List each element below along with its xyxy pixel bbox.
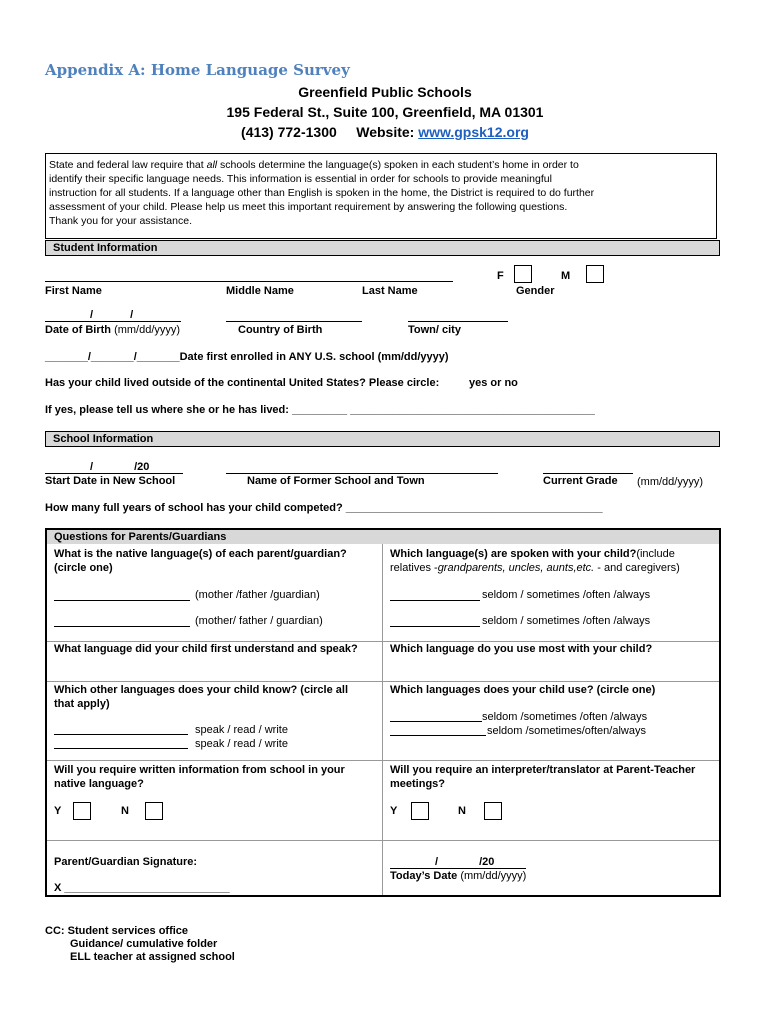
where-label: If yes, please tell us where she or he has lived:: [45, 404, 289, 416]
dob-label: Date of Birth: [45, 324, 111, 336]
former-school-label: Name of Former School and Town: [247, 475, 425, 487]
frequency-option-3[interactable]: seldom /sometimes /often /always: [482, 711, 648, 723]
column-divider: [382, 544, 383, 895]
date-slashes: / /20: [435, 856, 495, 868]
today-date-label: Today’s Date: [390, 870, 458, 882]
years-question: How many full years of school has your child competed?: [45, 502, 343, 514]
dob-label-row: [45, 324, 180, 336]
interpreter-yes-label: Y: [390, 805, 398, 817]
gender-f-label: F: [497, 270, 504, 282]
intro-text: Thank you for your assistance.: [49, 215, 192, 227]
q-spoken-languages: [390, 547, 675, 561]
gender-m-checkbox[interactable]: [586, 265, 604, 283]
note-text: - and caregivers): [594, 562, 680, 574]
written-no-label: N: [121, 805, 129, 817]
today-date-row: [390, 869, 526, 883]
q-spoken-languages-text: Which language(s) are spoken with your child?: [390, 548, 637, 560]
native-lang-blank-1[interactable]: [54, 600, 190, 601]
start-date-line[interactable]: [45, 473, 183, 474]
cc-student-services: CC: Student services office: [45, 925, 189, 937]
student-info-header: Student Information: [45, 240, 720, 256]
enrolled-label: Date first enrolled in ANY U.S. school (mm/dd/yyyy): [179, 351, 449, 363]
gender-m-label: M: [561, 270, 571, 282]
dob-format: (mm/dd/yyyy): [114, 324, 181, 336]
frequency-option-2[interactable]: seldom / sometimes /often /always: [482, 615, 651, 627]
q-native-language: What is the native language(s) of each parent/guardian?: [54, 548, 347, 560]
middle-name-label: Middle Name: [226, 285, 294, 297]
written-yes-checkbox[interactable]: [73, 802, 91, 820]
written-no-checkbox[interactable]: [145, 802, 163, 820]
enrolled-row: [45, 351, 449, 363]
speak-read-write-1[interactable]: speak / read / write: [195, 724, 288, 736]
where-blank[interactable]: _________ ________________________________________: [292, 404, 595, 416]
other-lang-blank-1[interactable]: [54, 734, 188, 735]
interpreter-no-checkbox[interactable]: [484, 802, 502, 820]
start-date-label: Start Date in New School: [45, 475, 176, 487]
parent-option-2[interactable]: (mother/ father / guardian): [195, 615, 323, 627]
last-name-label: Last Name: [362, 285, 418, 297]
where-lived-row: [45, 404, 595, 416]
name-line[interactable]: [45, 281, 453, 282]
intro-text: identify their specific language needs. This information is essential in order for schools to provide meaningful: [49, 173, 552, 185]
country-line[interactable]: [226, 321, 362, 322]
school-name: Greenfield Public Schools: [298, 84, 472, 100]
interpreter-no-label: N: [458, 805, 466, 817]
spoken-lang-blank-2[interactable]: [390, 626, 480, 627]
speak-read-write-2[interactable]: speak / read / write: [195, 738, 288, 750]
town-label: Town/ city: [408, 324, 461, 336]
intro-text: assessment of your child. Please help us meet this important requirement by answering the following questions.: [49, 201, 568, 213]
school-address: 195 Federal St., Suite 100, Greenfield, MA 01301: [226, 104, 544, 120]
gender-f-checkbox[interactable]: [514, 265, 532, 283]
school-phone: (413) 772-1300: [241, 124, 337, 140]
row-divider: [47, 840, 719, 841]
enrolled-blank[interactable]: _______/_______/_______: [45, 351, 180, 363]
start-date-slashes: / /20: [90, 461, 150, 473]
child-uses-blank-2[interactable]: [390, 735, 486, 736]
row-divider: [47, 760, 719, 761]
note-text: relatives -: [390, 562, 438, 574]
interpreter-yes-checkbox[interactable]: [411, 802, 429, 820]
years-blank[interactable]: __________________________________________: [345, 502, 603, 514]
q-interpreter-cont: meetings?: [390, 778, 446, 790]
outside-question: Has your child lived outside of the continental United States? Please circle:: [45, 377, 440, 389]
q-spoken-languages-paren: (include: [636, 548, 675, 560]
town-line[interactable]: [408, 321, 508, 322]
frequency-option-4[interactable]: seldom /sometimes/often/always: [487, 725, 646, 737]
signature-field[interactable]: X ___________________________: [54, 882, 230, 894]
q-other-languages-note: that apply): [54, 698, 110, 710]
parent-option-1[interactable]: (mother /father /guardian): [195, 589, 320, 601]
questions-title: Questions for Parents/Guardians: [54, 531, 227, 543]
website-link[interactable]: www.gpsk12.org: [418, 124, 529, 140]
first-name-label: First Name: [45, 285, 102, 297]
q-spoken-languages-note: [390, 561, 680, 575]
spoken-lang-blank-1[interactable]: [390, 600, 480, 601]
school-info-header: School Information: [45, 431, 720, 447]
note-emphasis: grandparents, uncles, aunts,etc.: [437, 562, 595, 574]
signature-label: Parent/Guardian Signature:: [54, 856, 198, 868]
row-divider: [47, 681, 719, 682]
other-lang-blank-2[interactable]: [54, 748, 188, 749]
intro-text: State and federal law require that: [49, 159, 207, 171]
frequency-option-1[interactable]: seldom / sometimes /often /always: [482, 589, 651, 601]
q-child-uses: Which languages does your child use? (circle one): [390, 684, 656, 696]
grade-label: Current Grade: [543, 475, 618, 487]
written-yes-label: Y: [54, 805, 62, 817]
grade-line[interactable]: [543, 473, 633, 474]
gender-label: Gender: [516, 285, 555, 297]
today-date-format: (mm/dd/yyyy): [460, 870, 527, 882]
country-label: Country of Birth: [238, 324, 323, 336]
native-lang-blank-2[interactable]: [54, 626, 190, 627]
website-label: Website:: [356, 124, 415, 140]
cc-ell-teacher: ELL teacher at assigned school: [70, 951, 235, 963]
contact-line: [0, 124, 770, 140]
q-native-language-note: (circle one): [54, 562, 113, 574]
yes-no-choice[interactable]: yes or no: [469, 377, 518, 389]
q-other-languages: Which other languages does your child know? (circle all: [54, 684, 348, 696]
intro-text: instruction for all students. If a language other than English is spoken in the home, the District is required to do further: [49, 187, 595, 199]
q-written-info: Will you require written information from school in your: [54, 764, 345, 776]
q-interpreter: Will you require an interpreter/translator at Parent-Teacher: [390, 764, 696, 776]
intro-emphasis: all: [206, 159, 218, 171]
appendix-title: Appendix A: Home Language Survey: [45, 61, 350, 79]
years-row: [45, 502, 603, 514]
q-first-language: What language did your child first understand and speak?: [54, 643, 358, 655]
dob-slashes: / /: [90, 309, 134, 321]
former-school-line[interactable]: [226, 473, 498, 474]
q-written-info-cont: native language?: [54, 778, 144, 790]
grade-format: (mm/dd/yyyy): [637, 476, 703, 488]
child-uses-blank-1[interactable]: [390, 721, 482, 722]
dob-line[interactable]: [45, 321, 181, 322]
q-most-used-language: Which language do you use most with your child?: [390, 643, 653, 655]
questions-table: [45, 528, 721, 897]
intro-box: [45, 153, 717, 239]
cc-guidance: Guidance/ cumulative folder: [70, 938, 218, 950]
intro-text: schools determine the language(s) spoken in each student’s home in order to: [217, 159, 579, 171]
